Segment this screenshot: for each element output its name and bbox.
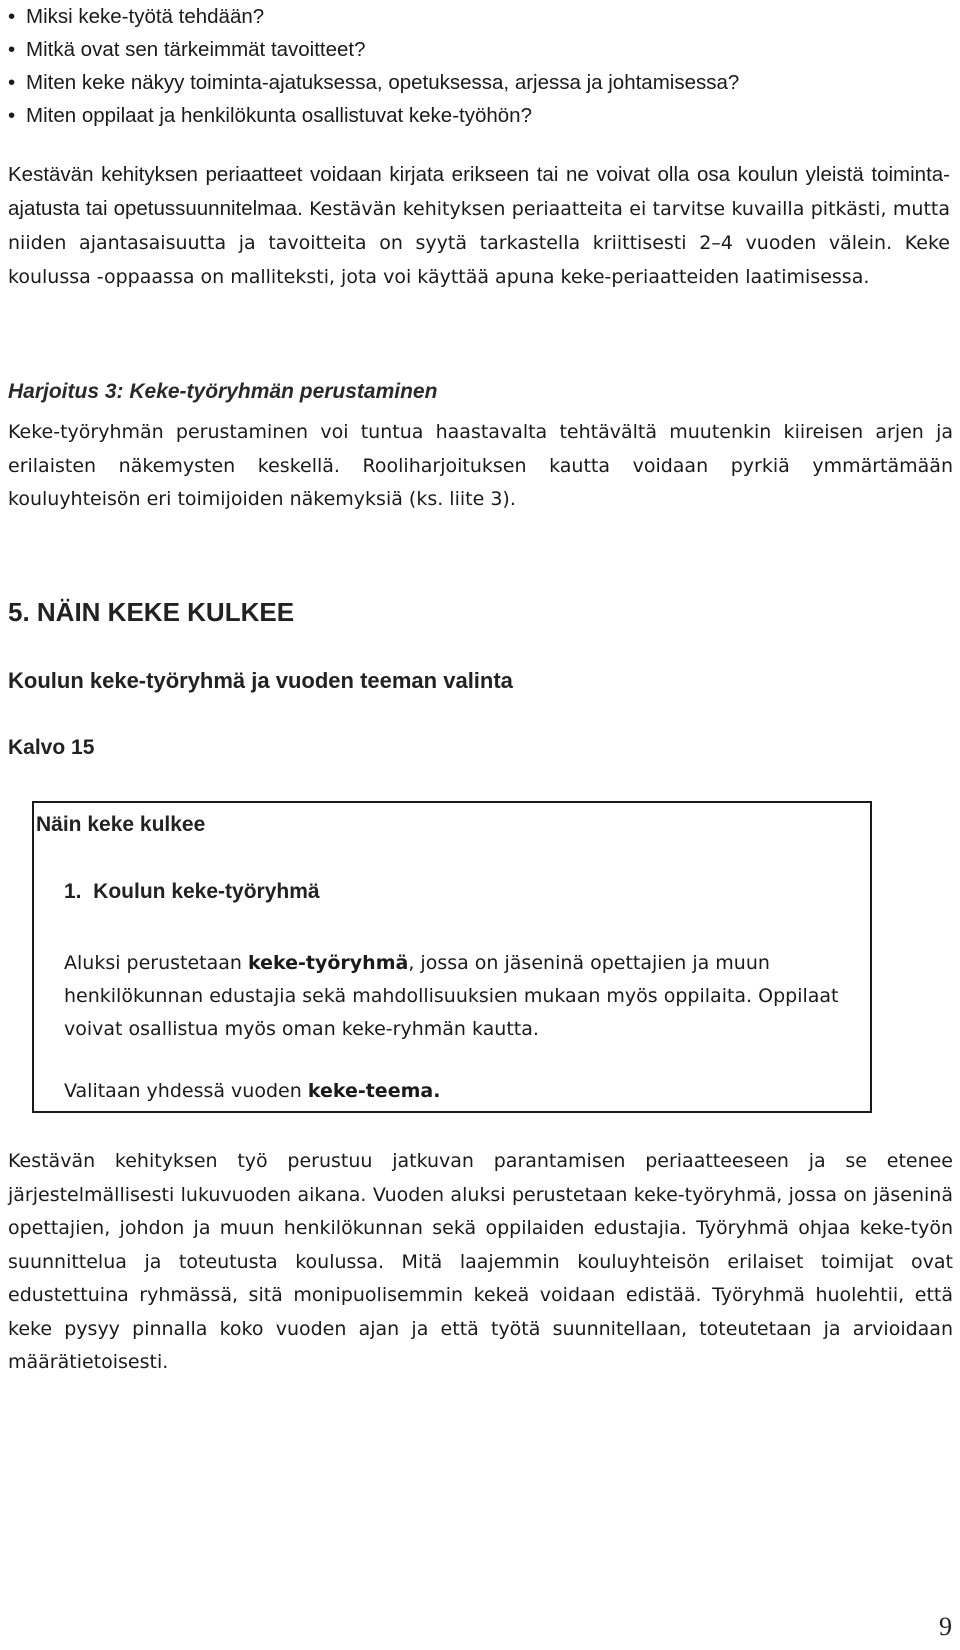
slide-numbered-heading: 1. Koulun keke-työryhmä [64,880,320,903]
page-number: 9 [939,1612,952,1641]
slide-para-end: , jossa on jäseninä opettajien ja muun henkilökunnan edustajia sekä mahdollisuuksien mukaan myös oppilaita. Oppilaat voivat osallistua myös oman keke-ryhmän kautta. [64,952,839,1040]
list-item: • Miten oppilaat ja henkilökunta osallistuvat keke-työhön? [8,99,948,132]
slide-label: Kalvo 15 [8,736,95,759]
slide-theme-line [64,1080,440,1102]
list-item: • Miksi keke-työtä tehdään? [8,0,948,33]
section-title: 5. NÄIN KEKE KULKEE [8,597,295,627]
subsection-title: Koulun keke-työryhmä ja vuoden teeman valinta [8,668,513,693]
slide-para-bold: keke-työryhmä [248,952,409,974]
slide-paragraph [64,947,854,1046]
exercise-heading: Harjoitus 3: Keke-työryhmän perustaminen [8,380,438,403]
slide-title: Näin keke kulkee [36,813,206,836]
exercise-paragraph: Keke-työryhmän perustaminen voi tuntua haastavalta tehtävältä muutenkin kiireisen arjen ja erilaisten näkemysten keskellä. Rooliharjoituksen kautta voidaan pyrkiä ymmärtämään kouluyhteisön eri toimijoiden näkemyksiä (ks. liite 3). [8,421,953,510]
principles-paragraph [8,158,950,294]
question-list [8,0,948,132]
principles-text-part2: Kestävän kehityksen periaatteita ei tarvitse kuvailla pitkästi, mutta niiden ajantasaisuutta ja tavoitteita on syytä tarkastella kriittisesti 2–4 vuoden välein. Keke koulussa -oppaassa on malliteksti, jota voi käyttää apuna keke-periaatteiden laatimisessa. [8,198,951,288]
slide-theme-start: Valitaan yhdessä vuoden [64,1080,308,1102]
slide-para-start: Aluksi perustetaan [64,952,248,974]
list-item: • Mitkä ovat sen tärkeimmät tavoitteet? [8,33,948,66]
closing-paragraph: Kestävän kehityksen työ perustuu jatkuvan parantamisen periaatteeseen ja se etenee järjestelmällisesti lukuvuoden aikana. Vuoden aluksi perustetaan keke-työryhmä, jossa on jäseninä opettajien, johdon ja muun henkilökunnan sekä oppilaiden edustajia. Työryhmä ohjaa keke-työn suunnittelua ja toteutusta koulussa. Mitä laajemmin kouluyhteisön erilaiset toimijat ovat edustettuina ryhmässä, sitä monipuolisemmin kekeä voidaan edistää. Työryhmä huolehtii, että keke pysyy pinnalla koko vuoden ajan ja että työtä suunnitellaan, toteutetaan ja arvioidaan määrätietoisesti. [8,1150,953,1373]
principles-text-part1: Kestävän kehityksen periaatteet voidaan kirjata erikseen tai ne voivat olla osa koulun yleistä toiminta-ajatusta tai opetussuunnitelmaa. [8,163,950,220]
slide-theme-bold: keke-teema. [307,1080,441,1102]
list-item: • Miten keke näkyy toiminta-ajatuksessa, opetuksessa, arjessa ja johtamisessa? [8,66,948,99]
